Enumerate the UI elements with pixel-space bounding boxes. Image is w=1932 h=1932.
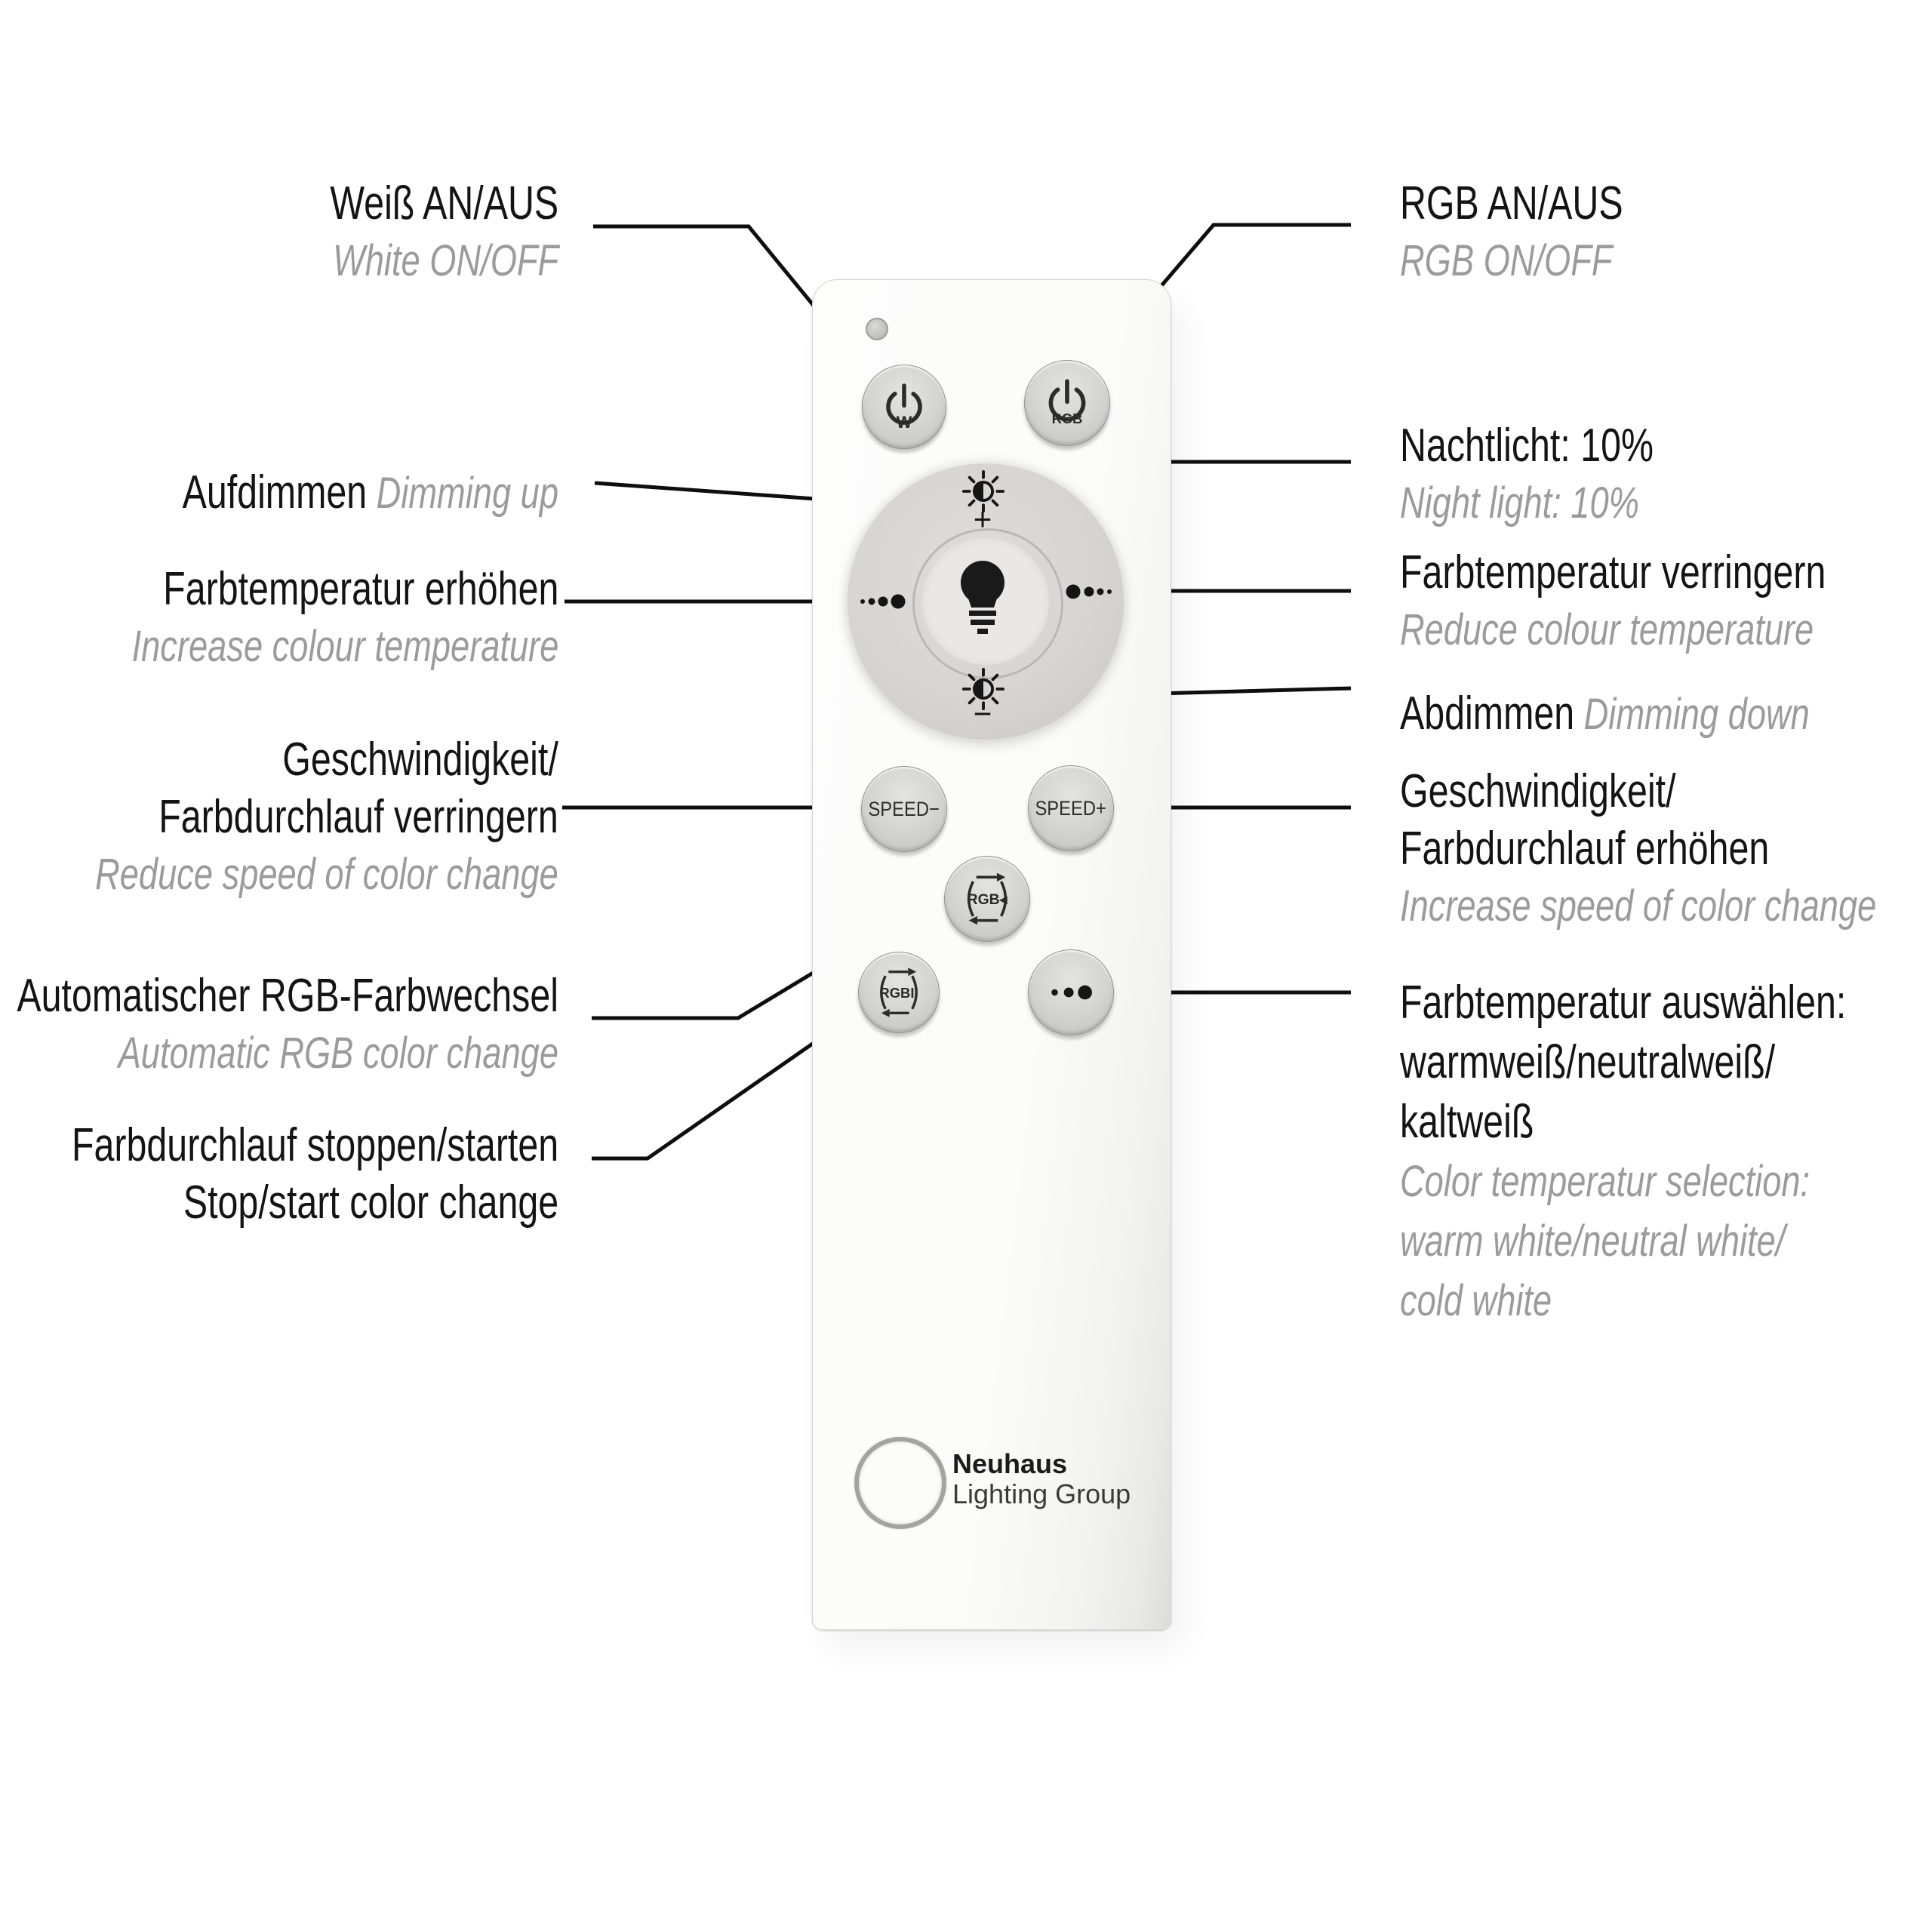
label-ct-select-en1: Color temperatur selection: — [1400, 1157, 1810, 1206]
ct-select-dots-icon — [1038, 960, 1103, 1025]
label-white-onoff — [330, 175, 558, 290]
label-dimming-down-de: Abdimmen — [1400, 688, 1575, 740]
label-ct-select-en3: cold white — [1400, 1276, 1552, 1325]
label-stop-start — [72, 1117, 558, 1232]
label-dimming-down-line — [1400, 685, 1810, 743]
rgb-cycle2-label: RGBII — [879, 984, 918, 1001]
logo-ring-icon — [854, 1437, 946, 1529]
logo-sub: Lighting Group — [952, 1478, 1131, 1509]
label-ct-increase — [131, 561, 558, 675]
label-ct-select-de1: Farbtemperatur auswählen: — [1400, 977, 1847, 1029]
label-increase-speed-de1: Geschwindigkeit/ — [1400, 765, 1676, 817]
label-dimming-up — [183, 464, 558, 522]
rgb-cycle2-icon — [868, 961, 930, 1023]
label-night-light-en: Night light: 10% — [1400, 478, 1639, 528]
label-ct-select — [1400, 973, 1846, 1331]
rgb-cycle2-button[interactable] — [858, 952, 940, 1033]
label-stop-start-en: Stop/start color change — [183, 1177, 559, 1229]
label-ct-select-en2: warm white/neutral white/ — [1400, 1217, 1786, 1266]
ct-cool-dots-icon — [1064, 582, 1117, 601]
label-auto-rgb-en: Automatic RGB color change — [118, 1029, 558, 1078]
power-rgb-icon — [1037, 373, 1097, 433]
rgb-cycle-icon — [955, 866, 1020, 931]
indicator-led — [866, 318, 888, 340]
label-stop-start-de: Farbdurchlauf stoppen/starten — [71, 1119, 558, 1171]
label-ct-increase-de: Farbtemperatur erhöhen — [162, 563, 558, 615]
label-dimming-up-en: Dimming up — [376, 469, 558, 518]
label-reduce-speed-en: Reduce speed of color change — [95, 850, 558, 899]
speed-plus-button[interactable] — [1028, 765, 1114, 851]
label-night-light — [1400, 417, 1654, 532]
speed-plus-label: SPEED+ — [1035, 796, 1107, 820]
power-rgb-button[interactable] — [1024, 360, 1110, 446]
label-ct-reduce — [1400, 544, 1826, 659]
ct-select-button[interactable] — [1028, 949, 1114, 1035]
label-increase-speed-en: Increase speed of color change — [1400, 881, 1877, 931]
power-white-icon — [875, 377, 934, 436]
speed-minus-label: SPEED− — [868, 797, 940, 820]
label-increase-speed — [1400, 763, 1876, 935]
logo-brand: Neuhaus — [952, 1448, 1068, 1479]
label-dimming-up-de: Aufdimmen — [182, 466, 368, 518]
dim-plus-sign: + — [973, 501, 992, 537]
label-white-onoff-de: Weiß AN/AUS — [330, 177, 558, 229]
label-rgb-onoff — [1400, 175, 1623, 290]
label-ct-increase-en: Increase colour temperature — [131, 622, 558, 671]
label-ct-select-de2: warmweiß/neutralweiß/ — [1400, 1036, 1776, 1088]
label-ct-reduce-de: Farbtemperatur verringern — [1400, 546, 1826, 598]
label-increase-speed-de2: Farbdurchlauf erhöhen — [1400, 823, 1770, 875]
label-dimming-down-en: Dimming down — [1583, 690, 1810, 739]
power-rgb-label: RGB — [1051, 411, 1083, 427]
label-rgb-onoff-de: RGB AN/AUS — [1400, 177, 1623, 229]
label-auto-rgb — [17, 968, 558, 1082]
label-reduce-speed — [95, 731, 558, 903]
dim-minus-sign: − — [973, 696, 992, 731]
rgb-cycle-button[interactable] — [944, 856, 1030, 942]
label-reduce-speed-de1: Geschwindigkeit/ — [282, 734, 558, 786]
speed-minus-button[interactable] — [861, 766, 947, 852]
label-night-light-de: Nachtlicht: 10% — [1400, 420, 1654, 472]
label-auto-rgb-de: Automatischer RGB-Farbwechsel — [17, 970, 558, 1022]
bulb-icon — [949, 555, 1017, 638]
label-dimming-up-line — [183, 464, 558, 522]
label-dimming-down — [1400, 685, 1810, 743]
label-white-onoff-en: White ON/OFF — [332, 236, 558, 285]
label-rgb-onoff-en: RGB ON/OFF — [1400, 236, 1613, 285]
power-white-button[interactable] — [862, 365, 946, 449]
label-ct-select-de3: kaltweiß — [1400, 1096, 1534, 1148]
rgb-cycle-label: RGB◂ — [967, 891, 1008, 909]
logo — [952, 1449, 1131, 1509]
label-reduce-speed-de2: Farbdurchlauf verringern — [158, 791, 559, 843]
power-white-label: W — [896, 413, 912, 432]
ct-warm-dots-icon — [857, 592, 910, 611]
label-ct-reduce-en: Reduce colour temperature — [1400, 605, 1814, 654]
